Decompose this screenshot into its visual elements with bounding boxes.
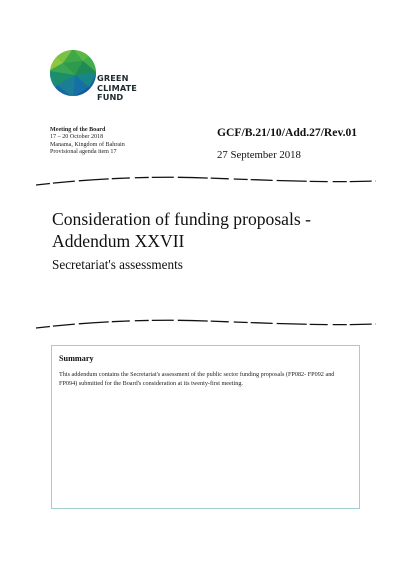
page-title: Consideration of funding proposals - Addendum XXVII <box>52 209 311 251</box>
logo-line-climate: CLIMATE <box>97 82 137 93</box>
bottom-wave-divider <box>36 318 376 332</box>
meeting-info <box>50 127 125 157</box>
gcf-logo <box>49 49 149 109</box>
meeting-dates: 17 – 20 October 2018 <box>50 134 104 141</box>
logo-line-fund: FUND <box>97 92 124 103</box>
meeting-location: Manama, Kingdom of Bahrain <box>50 141 125 148</box>
summary-heading: Summary <box>59 354 94 363</box>
summary-text: This addendum contains the Secretariat's assessment of the public sector funding proposals (FP082- FP092 and FP094) submitted for the Board's consideration at its twenty-first meeting. <box>59 371 335 387</box>
top-wave-divider <box>36 175 376 189</box>
summary-box <box>51 345 360 509</box>
document-date: 27 September 2018 <box>217 149 301 161</box>
meeting-label: Meeting of the Board <box>50 127 106 133</box>
agenda-item: Provisional agenda item 17 <box>50 149 117 156</box>
page-subtitle: Secretariat's assessments <box>52 257 183 272</box>
logo-wordmark <box>97 74 137 103</box>
document-id: GCF/B.21/10/Add.27/Rev.01 <box>217 126 358 139</box>
logo-line-green: GREEN <box>97 73 129 83</box>
globe-icon <box>49 49 97 97</box>
